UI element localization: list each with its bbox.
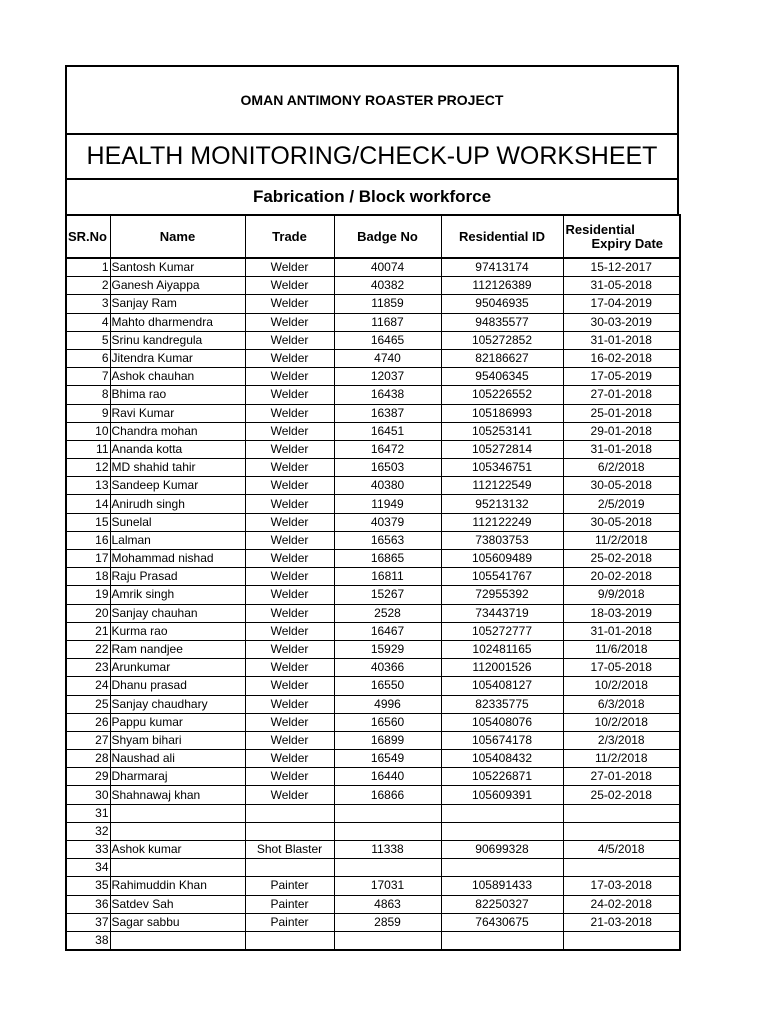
table-row (66, 386, 680, 404)
name-cell: Ananda kotta (110, 440, 245, 458)
col-header-badge: Badge No (334, 215, 441, 258)
expiry-cell: 17-05-2019 (563, 368, 680, 386)
resid-cell (441, 822, 563, 840)
badge-cell: 15267 (334, 586, 441, 604)
expiry-cell (563, 822, 680, 840)
badge-cell (334, 804, 441, 822)
trade-cell: Welder (245, 277, 334, 295)
sr-cell: 9 (66, 404, 110, 422)
badge-cell: 16472 (334, 440, 441, 458)
sr-cell: 24 (66, 677, 110, 695)
col-header-resid: Residential ID (441, 215, 563, 258)
expiry-cell: 30-05-2018 (563, 477, 680, 495)
badge-cell: 11687 (334, 313, 441, 331)
resid-cell: 105891433 (441, 877, 563, 895)
badge-cell (334, 859, 441, 877)
expiry-cell: 11/2/2018 (563, 531, 680, 549)
expiry-cell: 25-02-2018 (563, 550, 680, 568)
expiry-cell: 27-01-2018 (563, 768, 680, 786)
name-cell: Ganesh Aiyappa (110, 277, 245, 295)
col-header-name: Name (110, 215, 245, 258)
name-cell: Sandeep Kumar (110, 477, 245, 495)
trade-cell: Welder (245, 586, 334, 604)
trade-cell: Welder (245, 768, 334, 786)
sr-cell: 5 (66, 331, 110, 349)
table-row (66, 695, 680, 713)
name-cell: Anirudh singh (110, 495, 245, 513)
expiry-cell: 29-01-2018 (563, 422, 680, 440)
badge-cell (334, 931, 441, 950)
table-row (66, 277, 680, 295)
expiry-cell: 25-01-2018 (563, 404, 680, 422)
badge-cell: 16899 (334, 731, 441, 749)
sr-cell: 19 (66, 586, 110, 604)
sr-cell: 6 (66, 349, 110, 367)
badge-cell: 16549 (334, 750, 441, 768)
badge-cell: 4996 (334, 695, 441, 713)
badge-cell: 16438 (334, 386, 441, 404)
sr-cell: 25 (66, 695, 110, 713)
trade-cell: Welder (245, 459, 334, 477)
badge-cell: 4740 (334, 349, 441, 367)
badge-cell: 16550 (334, 677, 441, 695)
name-cell: Bhima rao (110, 386, 245, 404)
resid-cell: 105272852 (441, 331, 563, 349)
workforce-table (65, 214, 681, 951)
table-row (66, 640, 680, 658)
badge-cell: 40382 (334, 277, 441, 295)
expiry-cell: 24-02-2018 (563, 895, 680, 913)
sr-cell: 30 (66, 786, 110, 804)
resid-cell: 112001526 (441, 659, 563, 677)
badge-cell: 11859 (334, 295, 441, 313)
name-cell: MD shahid tahir (110, 459, 245, 477)
resid-cell: 105272814 (441, 440, 563, 458)
trade-cell: Welder (245, 349, 334, 367)
sr-cell: 32 (66, 822, 110, 840)
header-row (66, 215, 680, 258)
table-row (66, 586, 680, 604)
expiry-cell: 16-02-2018 (563, 349, 680, 367)
name-cell: Raju Prasad (110, 568, 245, 586)
table-row (66, 295, 680, 313)
expiry-cell: 10/2/2018 (563, 677, 680, 695)
name-cell: Srinu kandregula (110, 331, 245, 349)
table-row (66, 368, 680, 386)
resid-cell (441, 859, 563, 877)
sr-cell: 3 (66, 295, 110, 313)
badge-cell: 16503 (334, 459, 441, 477)
table-row (66, 659, 680, 677)
sr-cell: 26 (66, 713, 110, 731)
badge-cell: 40074 (334, 258, 441, 277)
resid-cell: 105674178 (441, 731, 563, 749)
name-cell: Mahto dharmendra (110, 313, 245, 331)
trade-cell: Welder (245, 640, 334, 658)
expiry-cell: 2/3/2018 (563, 731, 680, 749)
trade-cell: Welder (245, 404, 334, 422)
badge-cell: 16467 (334, 622, 441, 640)
sr-cell: 34 (66, 859, 110, 877)
name-cell: Dharmaraj (110, 768, 245, 786)
sr-cell: 1 (66, 258, 110, 277)
trade-cell (245, 804, 334, 822)
trade-cell: Welder (245, 568, 334, 586)
name-cell: Ashok chauhan (110, 368, 245, 386)
trade-cell: Welder (245, 313, 334, 331)
table-row (66, 495, 680, 513)
trade-cell: Welder (245, 386, 334, 404)
col-header-trade: Trade (245, 215, 334, 258)
expiry-cell: 11/2/2018 (563, 750, 680, 768)
resid-cell: 105609391 (441, 786, 563, 804)
table-row (66, 895, 680, 913)
name-cell: Santosh Kumar (110, 258, 245, 277)
badge-cell: 16560 (334, 713, 441, 731)
table-row (66, 913, 680, 931)
badge-cell: 16865 (334, 550, 441, 568)
table-row (66, 477, 680, 495)
resid-cell: 82250327 (441, 895, 563, 913)
section-title: Fabrication / Block workforce (65, 178, 679, 214)
project-title: OMAN ANTIMONY ROASTER PROJECT (65, 65, 679, 133)
expiry-cell (563, 859, 680, 877)
resid-cell: 112122249 (441, 513, 563, 531)
name-cell: Sagar sabbu (110, 913, 245, 931)
trade-cell (245, 931, 334, 950)
resid-cell: 105541767 (441, 568, 563, 586)
sr-cell: 14 (66, 495, 110, 513)
name-cell: Amrik singh (110, 586, 245, 604)
table-row (66, 768, 680, 786)
trade-cell: Welder (245, 604, 334, 622)
name-cell: Chandra mohan (110, 422, 245, 440)
expiry-cell: 6/2/2018 (563, 459, 680, 477)
name-cell: Dhanu prasad (110, 677, 245, 695)
table-row (66, 422, 680, 440)
table-row (66, 931, 680, 950)
sr-cell: 21 (66, 622, 110, 640)
trade-cell: Welder (245, 295, 334, 313)
resid-cell: 90699328 (441, 841, 563, 859)
trade-cell: Welder (245, 713, 334, 731)
badge-cell: 16811 (334, 568, 441, 586)
sr-cell: 23 (66, 659, 110, 677)
sr-cell: 15 (66, 513, 110, 531)
table-row (66, 258, 680, 277)
resid-cell: 105408076 (441, 713, 563, 731)
trade-cell: Welder (245, 550, 334, 568)
table-row (66, 568, 680, 586)
sr-cell: 13 (66, 477, 110, 495)
trade-cell: Painter (245, 877, 334, 895)
trade-cell (245, 822, 334, 840)
trade-cell: Shot Blaster (245, 841, 334, 859)
trade-cell: Welder (245, 695, 334, 713)
expiry-cell (563, 931, 680, 950)
resid-cell (441, 804, 563, 822)
table-row (66, 531, 680, 549)
sr-cell: 29 (66, 768, 110, 786)
name-cell: Sanjay chauhan (110, 604, 245, 622)
sr-cell: 18 (66, 568, 110, 586)
name-cell: Naushad ali (110, 750, 245, 768)
trade-cell: Welder (245, 440, 334, 458)
trade-cell: Welder (245, 659, 334, 677)
expiry-cell: 17-03-2018 (563, 877, 680, 895)
sr-cell: 4 (66, 313, 110, 331)
name-cell: Arunkumar (110, 659, 245, 677)
expiry-cell: 10/2/2018 (563, 713, 680, 731)
sr-cell: 7 (66, 368, 110, 386)
resid-cell: 95046935 (441, 295, 563, 313)
trade-cell: Welder (245, 750, 334, 768)
name-cell: Ashok kumar (110, 841, 245, 859)
name-cell: Satdev Sah (110, 895, 245, 913)
name-cell: Shahnawaj khan (110, 786, 245, 804)
col-header-expiry-line2: Expiry Date (591, 235, 664, 251)
trade-cell: Welder (245, 677, 334, 695)
trade-cell: Welder (245, 786, 334, 804)
resid-cell: 105609489 (441, 550, 563, 568)
sr-cell: 10 (66, 422, 110, 440)
badge-cell: 40379 (334, 513, 441, 531)
resid-cell: 73803753 (441, 531, 563, 549)
expiry-cell: 9/9/2018 (563, 586, 680, 604)
name-cell: Sanjay chaudhary (110, 695, 245, 713)
trade-cell: Welder (245, 513, 334, 531)
sr-cell: 2 (66, 277, 110, 295)
expiry-cell: 25-02-2018 (563, 786, 680, 804)
expiry-cell: 15-12-2017 (563, 258, 680, 277)
expiry-cell: 31-01-2018 (563, 622, 680, 640)
name-cell: Shyam bihari (110, 731, 245, 749)
name-cell: Ravi Kumar (110, 404, 245, 422)
resid-cell: 73443719 (441, 604, 563, 622)
badge-cell: 16451 (334, 422, 441, 440)
resid-cell: 82335775 (441, 695, 563, 713)
table-row (66, 513, 680, 531)
table-row (66, 822, 680, 840)
trade-cell: Welder (245, 622, 334, 640)
table-row (66, 349, 680, 367)
expiry-cell: 30-05-2018 (563, 513, 680, 531)
resid-cell: 112126389 (441, 277, 563, 295)
badge-cell: 16440 (334, 768, 441, 786)
table-row (66, 622, 680, 640)
expiry-cell: 6/3/2018 (563, 695, 680, 713)
sr-cell: 28 (66, 750, 110, 768)
resid-cell: 72955392 (441, 586, 563, 604)
resid-cell: 112122549 (441, 477, 563, 495)
name-cell (110, 822, 245, 840)
resid-cell: 82186627 (441, 349, 563, 367)
name-cell: Pappu kumar (110, 713, 245, 731)
expiry-cell: 2/5/2019 (563, 495, 680, 513)
name-cell: Mohammad nishad (110, 550, 245, 568)
expiry-cell: 11/6/2018 (563, 640, 680, 658)
table-row (66, 404, 680, 422)
badge-cell: 40380 (334, 477, 441, 495)
expiry-cell: 27-01-2018 (563, 386, 680, 404)
expiry-cell: 31-01-2018 (563, 331, 680, 349)
trade-cell: Welder (245, 477, 334, 495)
expiry-cell: 4/5/2018 (563, 841, 680, 859)
name-cell: Sanjay Ram (110, 295, 245, 313)
trade-cell: Welder (245, 731, 334, 749)
trade-cell: Painter (245, 895, 334, 913)
name-cell: Rahimuddin Khan (110, 877, 245, 895)
trade-cell: Welder (245, 531, 334, 549)
sr-cell: 36 (66, 895, 110, 913)
expiry-cell: 18-03-2019 (563, 604, 680, 622)
expiry-cell: 17-04-2019 (563, 295, 680, 313)
trade-cell: Welder (245, 258, 334, 277)
badge-cell: 11949 (334, 495, 441, 513)
sr-cell: 8 (66, 386, 110, 404)
trade-cell (245, 859, 334, 877)
resid-cell: 105272777 (441, 622, 563, 640)
resid-cell: 105226871 (441, 768, 563, 786)
resid-cell: 105346751 (441, 459, 563, 477)
resid-cell (441, 931, 563, 950)
resid-cell: 105408127 (441, 677, 563, 695)
sr-cell: 38 (66, 931, 110, 950)
name-cell (110, 931, 245, 950)
worksheet-title: HEALTH MONITORING/CHECK-UP WORKSHEET (65, 133, 679, 178)
worksheet (65, 65, 679, 951)
table-row (66, 750, 680, 768)
badge-cell: 2528 (334, 604, 441, 622)
table-row (66, 877, 680, 895)
sr-cell: 37 (66, 913, 110, 931)
table-row (66, 731, 680, 749)
sr-cell: 17 (66, 550, 110, 568)
trade-cell: Welder (245, 368, 334, 386)
sr-cell: 27 (66, 731, 110, 749)
sr-cell: 31 (66, 804, 110, 822)
sr-cell: 35 (66, 877, 110, 895)
table-row (66, 786, 680, 804)
badge-cell: 16866 (334, 786, 441, 804)
col-header-expiry-line1: Residential (565, 221, 635, 237)
expiry-cell (563, 804, 680, 822)
sr-cell: 33 (66, 841, 110, 859)
name-cell (110, 804, 245, 822)
badge-cell: 16563 (334, 531, 441, 549)
resid-cell: 94835577 (441, 313, 563, 331)
table-row (66, 713, 680, 731)
table-body (66, 258, 680, 950)
table-row (66, 677, 680, 695)
table-row (66, 331, 680, 349)
col-header-sr: SR.No (66, 215, 110, 258)
badge-cell (334, 822, 441, 840)
table-row (66, 604, 680, 622)
expiry-cell: 21-03-2018 (563, 913, 680, 931)
badge-cell: 16465 (334, 331, 441, 349)
name-cell: Sunelal (110, 513, 245, 531)
expiry-cell: 30-03-2019 (563, 313, 680, 331)
name-cell: Ram nandjee (110, 640, 245, 658)
expiry-cell: 20-02-2018 (563, 568, 680, 586)
badge-cell: 11338 (334, 841, 441, 859)
badge-cell: 16387 (334, 404, 441, 422)
badge-cell: 40366 (334, 659, 441, 677)
col-header-expiry (563, 215, 680, 258)
table-row (66, 841, 680, 859)
resid-cell: 105186993 (441, 404, 563, 422)
resid-cell: 76430675 (441, 913, 563, 931)
trade-cell: Painter (245, 913, 334, 931)
badge-cell: 17031 (334, 877, 441, 895)
resid-cell: 105408432 (441, 750, 563, 768)
trade-cell: Welder (245, 422, 334, 440)
name-cell: Jitendra Kumar (110, 349, 245, 367)
table-row (66, 804, 680, 822)
badge-cell: 15929 (334, 640, 441, 658)
sr-cell: 16 (66, 531, 110, 549)
expiry-cell: 31-01-2018 (563, 440, 680, 458)
sr-cell: 11 (66, 440, 110, 458)
resid-cell: 102481165 (441, 640, 563, 658)
trade-cell: Welder (245, 331, 334, 349)
resid-cell: 95406345 (441, 368, 563, 386)
sr-cell: 20 (66, 604, 110, 622)
badge-cell: 4863 (334, 895, 441, 913)
name-cell (110, 859, 245, 877)
badge-cell: 2859 (334, 913, 441, 931)
resid-cell: 95213132 (441, 495, 563, 513)
table-row (66, 440, 680, 458)
sr-cell: 12 (66, 459, 110, 477)
expiry-cell: 31-05-2018 (563, 277, 680, 295)
table-row (66, 550, 680, 568)
expiry-cell: 17-05-2018 (563, 659, 680, 677)
resid-cell: 97413174 (441, 258, 563, 277)
table-row (66, 859, 680, 877)
name-cell: Kurma rao (110, 622, 245, 640)
sr-cell: 22 (66, 640, 110, 658)
table-row (66, 313, 680, 331)
trade-cell: Welder (245, 495, 334, 513)
resid-cell: 105226552 (441, 386, 563, 404)
badge-cell: 12037 (334, 368, 441, 386)
name-cell: Lalman (110, 531, 245, 549)
table-row (66, 459, 680, 477)
resid-cell: 105253141 (441, 422, 563, 440)
